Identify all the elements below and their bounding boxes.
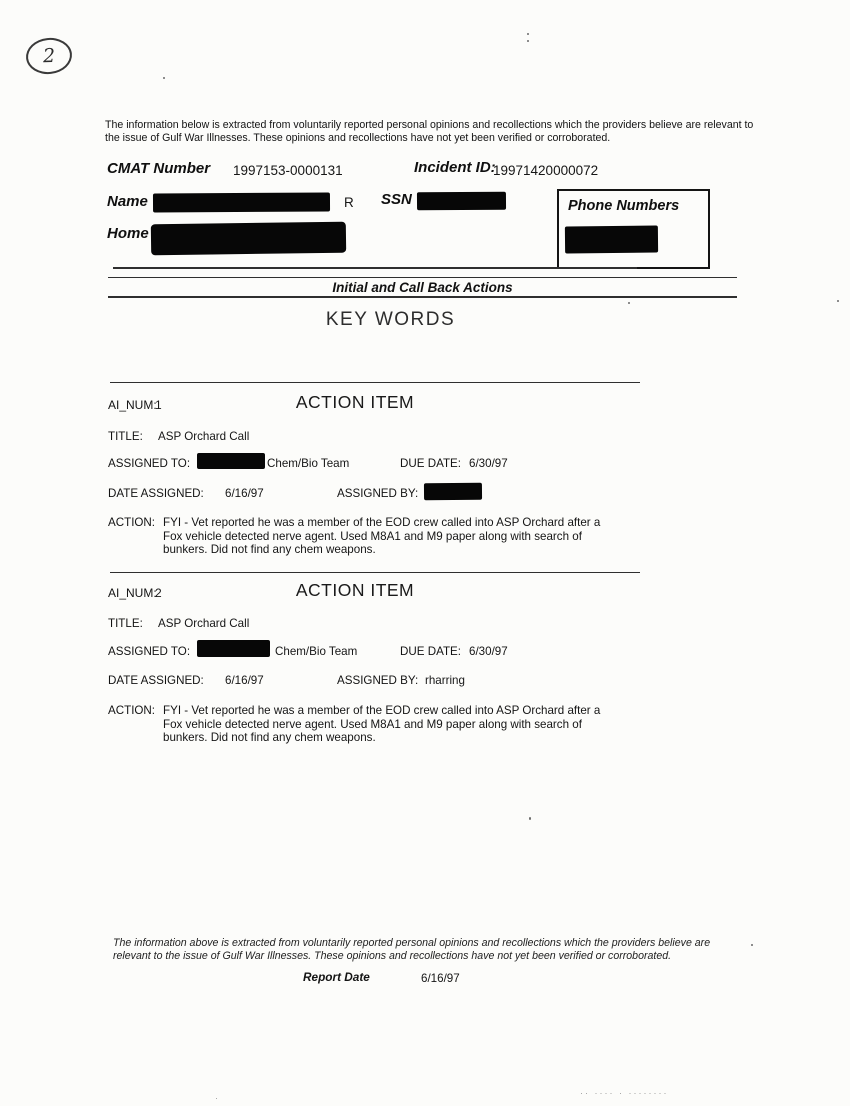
date-assigned-label: DATE ASSIGNED: xyxy=(108,487,204,500)
due-date-label: DUE DATE: xyxy=(400,457,461,470)
scan-artifact xyxy=(837,300,839,302)
scan-artifact xyxy=(527,33,529,35)
name-suffix: R xyxy=(344,195,354,210)
scan-artifact xyxy=(751,944,753,946)
name-label: Name xyxy=(107,193,148,210)
title-label: TITLE: xyxy=(108,617,143,630)
scan-artifact xyxy=(529,817,531,820)
bottom-disclaimer: The information above is extracted from voluntarily reported personal opinions and recollections which the providers believe are relevant to the issue of Gulf War Illnesses. These opinions and recollections have not yet been verified or corroborated. xyxy=(113,937,711,962)
home-redaction-bar xyxy=(151,222,346,256)
top-disclaimer: The information below is extracted from voluntarily reported personal opinions and recollections which the providers believe are relevant to the issue of Gulf War Illnesses. These opinions and recollections have not yet been verified or corroborated. xyxy=(105,119,754,144)
assigned-to-redaction-bar xyxy=(197,453,265,469)
band-top-line xyxy=(108,277,737,278)
title-value: ASP Orchard Call xyxy=(158,430,250,443)
assigned-by-label: ASSIGNED BY: xyxy=(337,487,419,500)
scan-artifact xyxy=(163,77,165,79)
action-item-divider xyxy=(110,572,640,573)
scan-artifact xyxy=(527,40,529,42)
scan-artifact: · xyxy=(215,1093,220,1103)
divider-line xyxy=(113,267,637,269)
incident-id-label: Incident ID: xyxy=(414,159,496,176)
phone-redaction-bar xyxy=(565,226,658,254)
action-label: ACTION: xyxy=(108,516,156,529)
section-band-title: Initial and Call Back Actions xyxy=(332,280,513,295)
action-item-heading: ACTION ITEM xyxy=(295,580,415,600)
action-item-divider xyxy=(110,382,640,383)
assigned-to-value: Chem/Bio Team xyxy=(275,645,358,658)
title-value: ASP Orchard Call xyxy=(158,617,250,630)
due-date-label: DUE DATE: xyxy=(400,645,461,658)
scan-artifact xyxy=(628,302,630,304)
ai-num-label: AI_NUM: xyxy=(108,398,157,412)
date-assigned-label: DATE ASSIGNED: xyxy=(108,674,204,687)
ai-num-value: 1 xyxy=(155,398,162,412)
report-date-label: Report Date xyxy=(303,970,370,984)
due-date-value: 6/30/97 xyxy=(469,645,508,658)
ai-num-label: AI_NUM: xyxy=(108,586,157,600)
home-label: Home xyxy=(107,225,149,242)
assigned-by-redaction-bar xyxy=(424,483,482,501)
title-label: TITLE: xyxy=(108,430,143,443)
assigned-to-label: ASSIGNED TO: xyxy=(108,645,191,658)
report-date-value: 6/16/97 xyxy=(421,972,460,985)
action-text: FYI - Vet reported he was a member of the EOD crew called into ASP Orchard after a Fox vehicle detected nerve agent. Used M8A1 and M9 paper along with search of bunkers. Did not find any chem weapons. xyxy=(163,516,601,557)
assigned-to-value: Chem/Bio Team xyxy=(267,457,350,470)
cmat-number-value: 1997153-0000131 xyxy=(233,163,343,178)
ai-num-value: 2 xyxy=(155,586,162,600)
name-redaction-bar xyxy=(153,193,330,213)
assigned-to-label: ASSIGNED TO: xyxy=(108,457,191,470)
page-number: 2 xyxy=(42,44,56,68)
assigned-to-redaction-bar xyxy=(197,640,270,657)
ssn-redaction-bar xyxy=(417,192,506,211)
incident-id-value: 19971420000072 xyxy=(493,163,599,178)
key-words-title: KEY WORDS xyxy=(325,309,456,330)
due-date-value: 6/30/97 xyxy=(469,457,508,470)
action-label: ACTION: xyxy=(108,704,156,717)
band-bottom-line xyxy=(108,296,737,298)
date-assigned-value: 6/16/97 xyxy=(225,487,264,500)
ssn-label: SSN xyxy=(381,191,412,208)
assigned-by-label: ASSIGNED BY: xyxy=(337,674,419,687)
phone-numbers-title: Phone Numbers xyxy=(568,198,680,214)
action-item-heading: ACTION ITEM xyxy=(295,392,415,412)
page-number-circle xyxy=(24,36,74,77)
cmat-number-label: CMAT Number xyxy=(107,160,211,177)
action-text: FYI - Vet reported he was a member of the EOD crew called into ASP Orchard after a Fox vehicle detected nerve agent. Used M8A1 and M9 paper along with search of bunkers. Did not find any chem weapons. xyxy=(163,704,601,745)
phone-numbers-box xyxy=(557,189,710,269)
scan-artifact: ·· ···· · ········ xyxy=(580,1088,669,1098)
date-assigned-value: 6/16/97 xyxy=(225,674,264,687)
assigned-by-value: rharring xyxy=(425,674,465,687)
